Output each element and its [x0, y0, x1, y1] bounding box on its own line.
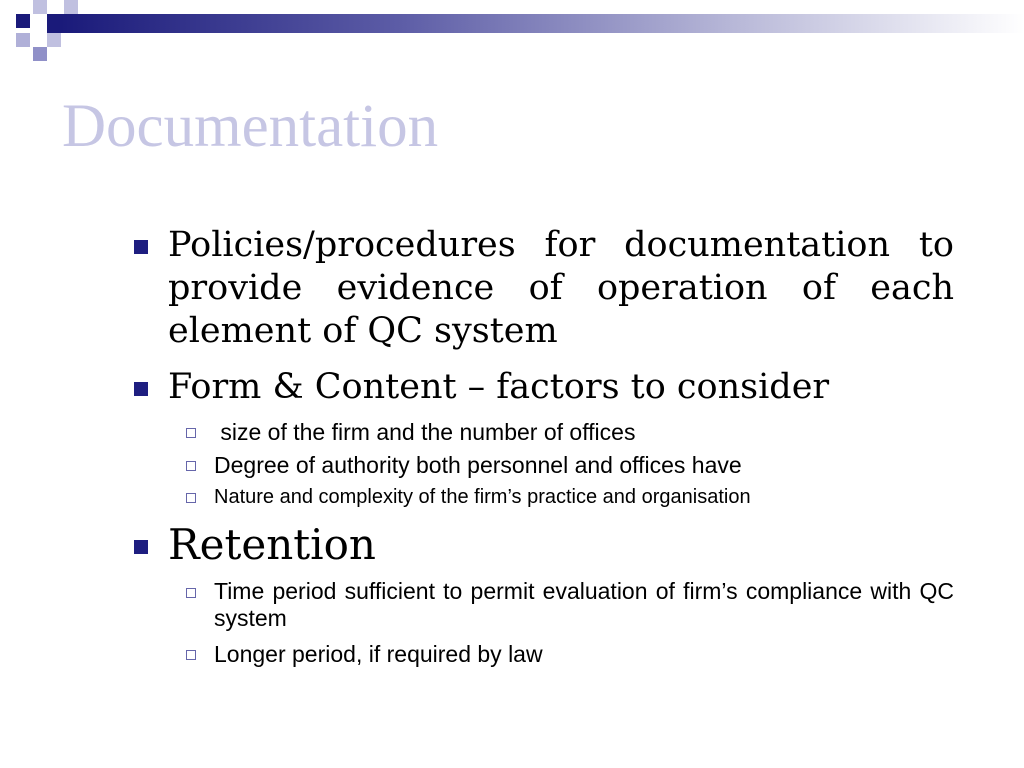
bullet-text: Form & Content – factors to consider: [168, 367, 830, 407]
bullet-square-icon: [134, 540, 148, 554]
sub-bullet-text: Nature and complexity of the firm’s practice and organisation: [214, 486, 751, 508]
sub-bullet-text: Time period sufficient to permit evaluation of firm’s compliance with QC system: [214, 578, 954, 631]
sub-bullet-text: Degree of authority both personnel and offices have: [214, 452, 742, 478]
sub-bullet-square-icon: [186, 461, 196, 471]
sub-bullet-square-icon: [186, 650, 196, 660]
sub-bullet-square-icon: [186, 493, 196, 503]
sub-bullet-text: Longer period, if required by law: [214, 641, 543, 667]
bullet-text: Retention: [168, 520, 376, 569]
sub-bullet-square-icon: [186, 428, 196, 438]
bullet-square-icon: [134, 382, 148, 396]
sub-bullet-square-icon: [186, 588, 196, 598]
slide-title: Documentation: [62, 93, 439, 160]
sub-bullet-text: size of the firm and the number of offices: [214, 419, 636, 445]
bullet-square-icon: [134, 240, 148, 254]
bullet-text: Policies/procedures for documentation to provide evidence of operation of each element of QC system: [168, 225, 954, 351]
